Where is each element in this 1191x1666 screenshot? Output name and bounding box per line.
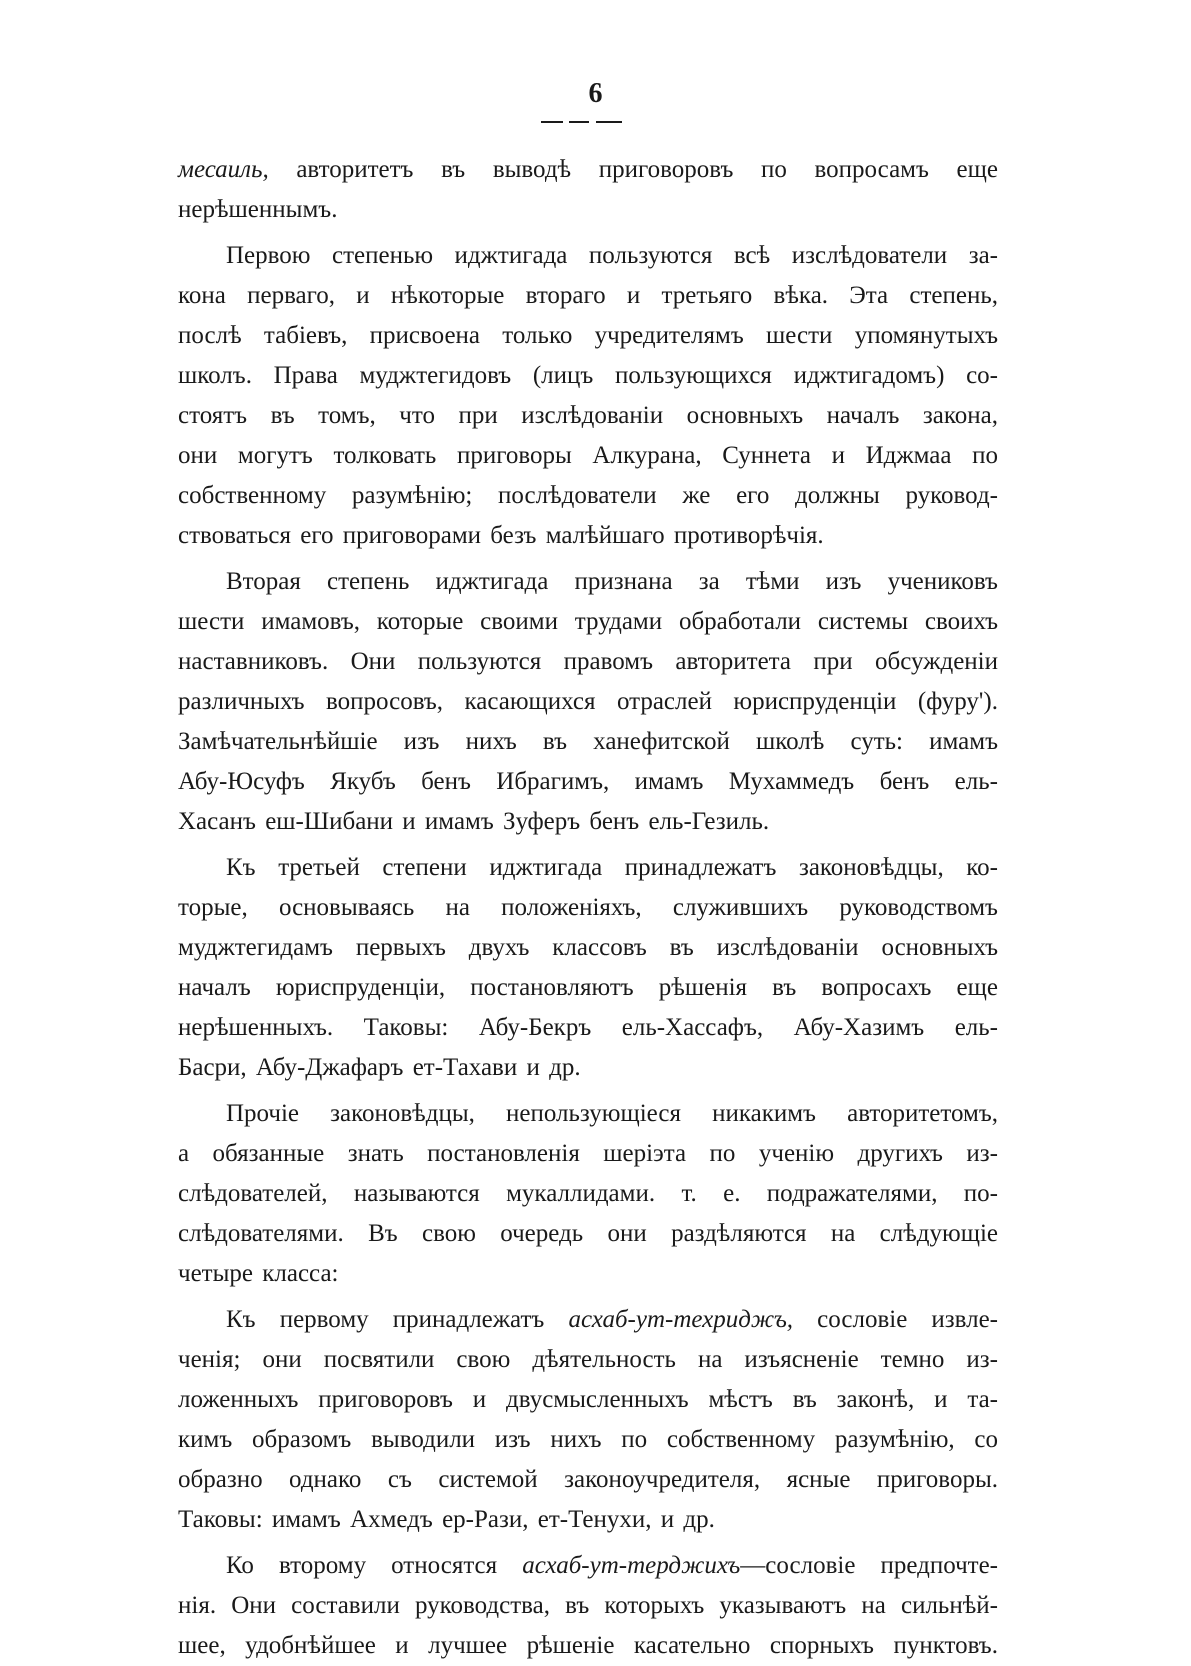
text-segment: —сословіе предпочте- bbox=[740, 1552, 998, 1579]
paragraph bbox=[178, 150, 998, 230]
text-line bbox=[178, 928, 998, 968]
text-segment: слѣдователей, называются мукаллидами. т. е. подражателями, по- bbox=[178, 1180, 998, 1207]
paragraph bbox=[178, 236, 998, 556]
text-segment: ствоваться его приговорами безъ малѣйшаго противорѣчія. bbox=[178, 522, 824, 549]
text-segment: собственному разумѣнію; послѣдователи же его должны руковод- bbox=[178, 482, 998, 509]
text-segment: Ко второму относятся bbox=[226, 1552, 523, 1579]
text-line bbox=[178, 682, 998, 722]
text-line bbox=[178, 1254, 998, 1294]
text-segment: кимъ образомъ выводили изъ нихъ по собственному разумѣнію, со bbox=[178, 1426, 998, 1453]
text-segment: а обязанные знать постановленія шеріэта по ученію другихъ из- bbox=[178, 1140, 998, 1167]
text-line bbox=[178, 802, 998, 842]
text-line bbox=[178, 1380, 998, 1420]
text-line bbox=[178, 1420, 998, 1460]
text-line bbox=[178, 1214, 998, 1254]
text-segment: школъ. Права муджтегидовъ (лицъ пользующихся иджтигадомъ) со- bbox=[178, 362, 998, 389]
text-line bbox=[178, 396, 998, 436]
text-segment: нерѣшенныхъ. Таковы: Абу-Бекръ ель-Хассафъ, Абу-Хазимъ ель- bbox=[178, 1014, 998, 1041]
text-segment: шее, удобнѣйшее и лучшее рѣшеніе касательно спорныхъ пунктовъ. bbox=[178, 1632, 998, 1659]
text-segment: авторитетъ въ выводѣ приговоровъ по вопросамъ еще bbox=[268, 156, 998, 183]
text-line bbox=[178, 888, 998, 928]
text-line bbox=[178, 356, 998, 396]
text-segment: они могутъ толковать приговоры Алкурана, Суннета и Иджмаа по bbox=[178, 442, 998, 469]
body-text bbox=[178, 150, 998, 1666]
text-line bbox=[178, 1174, 998, 1214]
text-line bbox=[178, 762, 998, 802]
text-segment: Вторая степень иджтигада признана за тѣми изъ учениковъ bbox=[226, 568, 998, 595]
paragraph bbox=[178, 848, 998, 1088]
paragraph bbox=[178, 1094, 998, 1294]
text-line bbox=[178, 236, 998, 276]
text-line bbox=[178, 1048, 998, 1088]
text-segment: Къ третьей степени иджтигада принадлежатъ законовѣдцы, ко- bbox=[226, 854, 998, 881]
text-line bbox=[178, 190, 998, 230]
text-line bbox=[178, 1300, 998, 1340]
text-line bbox=[178, 1626, 998, 1666]
text-line bbox=[178, 642, 998, 682]
text-segment: Хасанъ еш-Шибани и имамъ Зуферъ бенъ ель-Гезиль. bbox=[178, 808, 770, 835]
paragraph bbox=[178, 562, 998, 842]
text-segment: наставниковъ. Они пользуются правомъ авторитета при обсужденіи bbox=[178, 648, 998, 675]
text-line bbox=[178, 1586, 998, 1626]
text-segment: Прочіе законовѣдцы, непользующіеся никакимъ авторитетомъ, bbox=[226, 1100, 998, 1127]
text-segment: муджтегидамъ первыхъ двухъ классовъ въ изслѣдованіи основныхъ bbox=[178, 934, 998, 961]
text-segment: четыре класса: bbox=[178, 1260, 339, 1287]
text-segment: сословіе извле- bbox=[793, 1306, 999, 1333]
text-segment: Замѣчательнѣйшіе изъ нихъ въ ханефитской школѣ суть: имамъ bbox=[178, 728, 998, 755]
header-rule bbox=[541, 121, 563, 123]
text-line bbox=[178, 602, 998, 642]
text-line bbox=[178, 1500, 998, 1540]
text-line bbox=[178, 476, 998, 516]
text-line bbox=[178, 436, 998, 476]
text-line bbox=[178, 1460, 998, 1500]
text-segment: началъ юриспруденціи, постановляютъ рѣшенія въ вопросахъ еще bbox=[178, 974, 998, 1001]
text-line bbox=[178, 968, 998, 1008]
text-segment: ченія; они посвятили свою дѣятельность на изъясненіе темно из- bbox=[178, 1346, 998, 1373]
text-segment: Басри, Абу-Джафаръ ет-Тахави и др. bbox=[178, 1054, 581, 1081]
text-line bbox=[178, 1008, 998, 1048]
italic-term: асхаб-ут-терджихъ bbox=[522, 1552, 741, 1579]
text-line bbox=[178, 276, 998, 316]
text-segment: кона перваго, и нѣкоторые втораго и третьяго вѣка. Эта степень, bbox=[178, 282, 998, 309]
text-segment: слѣдователями. Въ свою очередь они раздѣляются на слѣдующіе bbox=[178, 1220, 998, 1247]
text-line bbox=[178, 1340, 998, 1380]
text-segment: образно однако съ системой законоучредителя, ясные приговоры. bbox=[178, 1466, 998, 1493]
text-segment: нія. Они составили руководства, въ которыхъ указываютъ на сильнѣй- bbox=[178, 1592, 998, 1619]
text-segment: стоятъ въ томъ, что при изслѣдованіи основныхъ началъ закона, bbox=[178, 402, 998, 429]
text-segment: послѣ табіевъ, присвоена только учредителямъ шести упомянутыхъ bbox=[178, 322, 998, 349]
text-segment: различныхъ вопросовъ, касающихся отраслей юриспруденціи (фуру'). bbox=[178, 688, 998, 715]
text-segment: нерѣшеннымъ. bbox=[178, 196, 338, 223]
page-number: 6 bbox=[588, 78, 603, 109]
text-segment: Къ первому принадлежатъ bbox=[226, 1306, 569, 1333]
text-line bbox=[178, 722, 998, 762]
header-rule bbox=[569, 121, 589, 123]
text-line bbox=[178, 848, 998, 888]
text-line bbox=[178, 516, 998, 556]
text-segment: Первою степенью иджтигада пользуются всѣ изслѣдователи за- bbox=[226, 242, 998, 269]
italic-term: месаиль, bbox=[178, 156, 269, 183]
text-segment: шести имамовъ, которые своими трудами обработали системы своихъ bbox=[178, 608, 998, 635]
italic-term: асхаб-ут-техриджъ, bbox=[568, 1306, 794, 1333]
text-segment: Абу-Юсуфъ Якубъ бенъ Ибрагимъ, имамъ Мухаммедъ бенъ ель- bbox=[178, 768, 998, 795]
paragraph bbox=[178, 1300, 998, 1540]
text-segment: ложенныхъ приговоровъ и двусмысленныхъ мѣстъ въ законѣ, и та- bbox=[178, 1386, 998, 1413]
text-line bbox=[178, 1094, 998, 1134]
paragraph bbox=[178, 1546, 998, 1666]
text-segment: торые, основываясь на положеніяхъ, служившихъ руководствомъ bbox=[178, 894, 998, 921]
text-line bbox=[178, 150, 998, 190]
text-line bbox=[178, 1546, 998, 1586]
text-line bbox=[178, 562, 998, 602]
header-rule bbox=[596, 121, 622, 123]
text-line bbox=[178, 1134, 998, 1174]
text-segment: Таковы: имамъ Ахмедъ ер-Рази, ет-Тенухи, и др. bbox=[178, 1506, 715, 1533]
text-line bbox=[178, 316, 998, 356]
